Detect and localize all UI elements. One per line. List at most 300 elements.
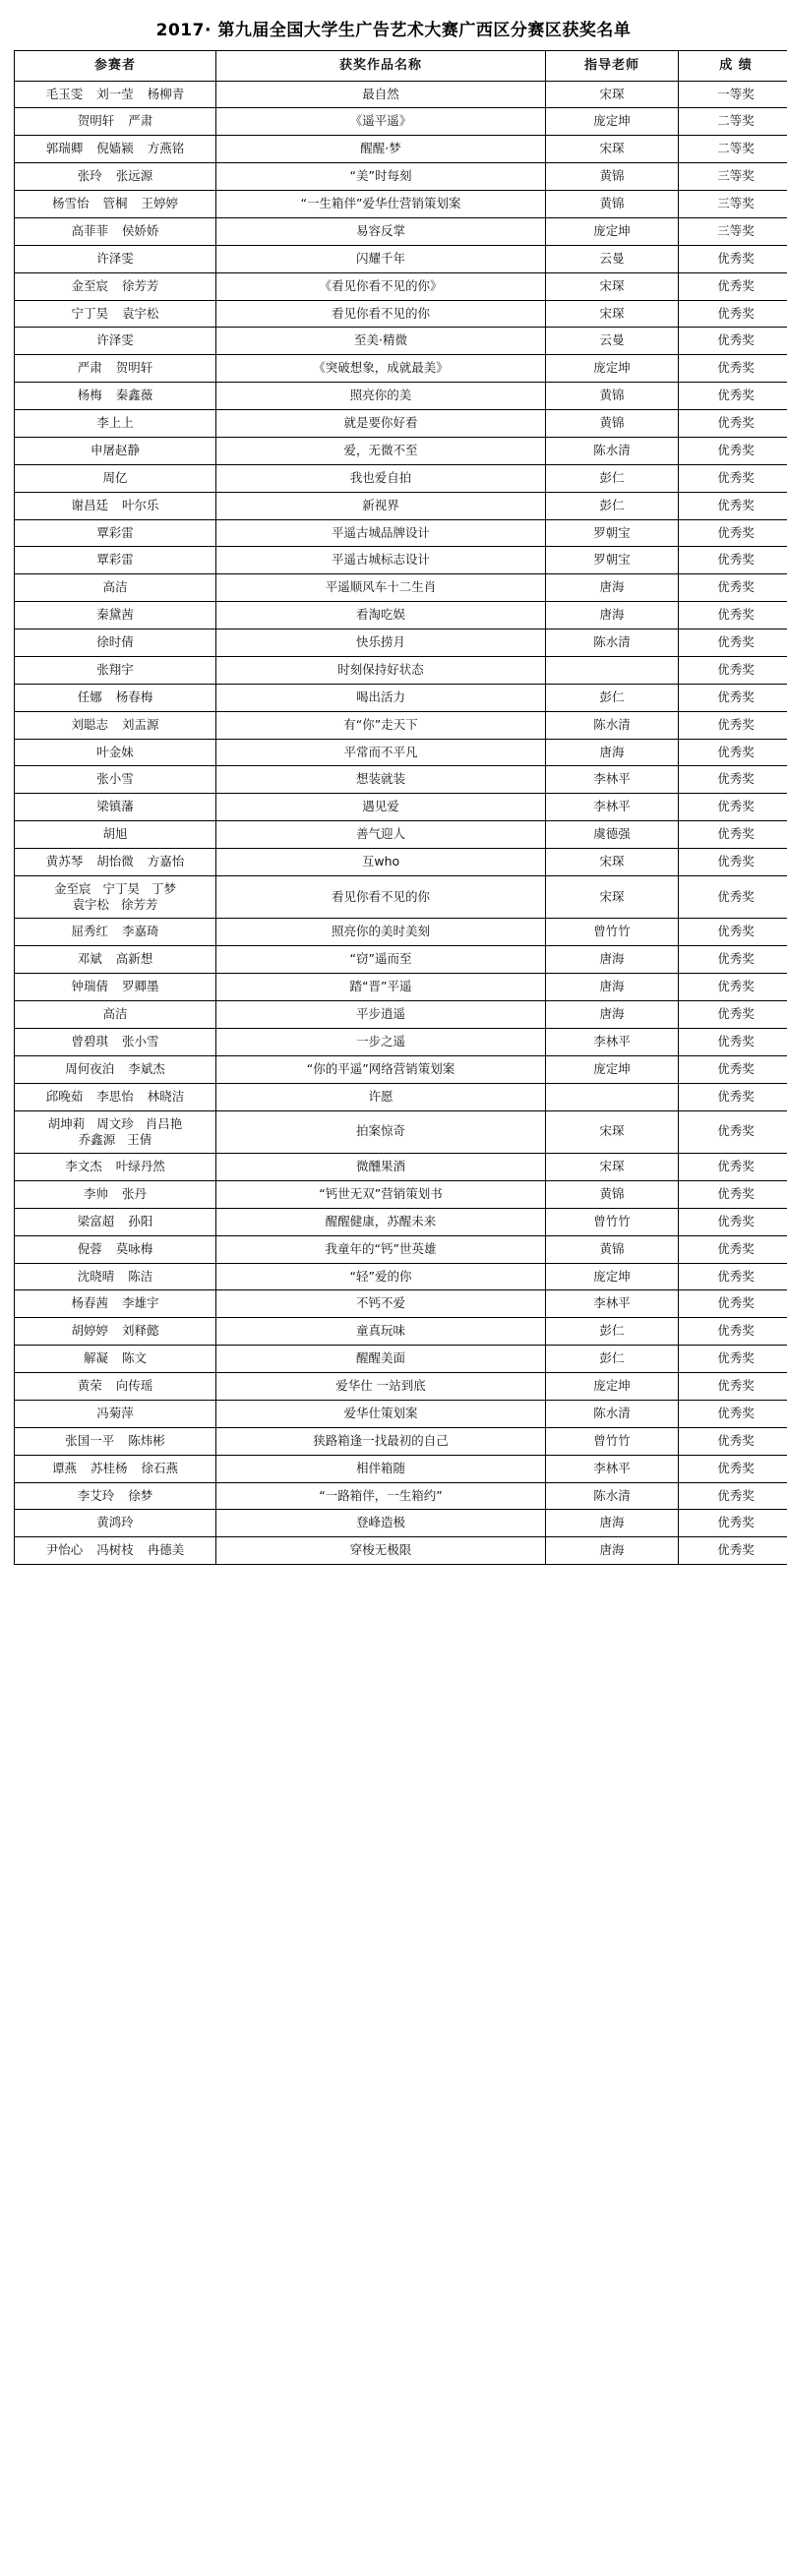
cell-teacher: 彭仁 (546, 1346, 679, 1373)
participant-name: 方燕铭 (147, 141, 185, 156)
participant-name: 严肃 (77, 360, 102, 376)
cell-members (15, 1427, 216, 1455)
table-row (15, 794, 787, 821)
table-row (15, 656, 787, 684)
cell-members (15, 272, 216, 300)
cell-prize: 优秀奖 (679, 1455, 787, 1482)
participant-name: 张国一平 (65, 1432, 115, 1448)
award-list-table (14, 50, 787, 1565)
participant-name: 方嘉怡 (147, 854, 185, 869)
participant-name: 侯娇娇 (122, 222, 159, 238)
table-row (15, 1235, 787, 1263)
participant-name: 胡旭 (102, 826, 128, 842)
table-row (15, 437, 787, 464)
cell-teacher: 云曼 (546, 328, 679, 355)
cell-members (15, 1028, 216, 1055)
cell-prize: 优秀奖 (679, 1263, 787, 1290)
cell-members (15, 794, 216, 821)
cell-work-title: “一路箱伴，一生箱约” (216, 1482, 546, 1510)
participant-name: 王倩 (127, 1131, 152, 1147)
cell-members (15, 1055, 216, 1083)
table-row (15, 1180, 787, 1208)
table-row (15, 492, 787, 519)
cell-work-title: 喝出活力 (216, 684, 546, 711)
participant-name: 梁富超 (77, 1213, 115, 1228)
participant-name: 倪蓉 (77, 1240, 102, 1256)
cell-teacher: 彭仁 (546, 1318, 679, 1346)
cell-work-title: “一生箱伴”爱华仕营销策划案 (216, 191, 546, 218)
cell-teacher: 陈水清 (546, 437, 679, 464)
participant-name: 沈晓晴 (77, 1268, 115, 1284)
cell-prize: 优秀奖 (679, 919, 787, 946)
participant-name: 杨春梅 (115, 689, 153, 704)
participant-name: 杨春茜 (71, 1295, 108, 1311)
cell-teacher: 李林平 (546, 1455, 679, 1482)
participant-name: 贺明轩 (77, 113, 115, 129)
table-row (15, 974, 787, 1001)
cell-teacher: 曾竹竹 (546, 1208, 679, 1235)
participant-name: 杨柳青 (147, 86, 185, 101)
cell-teacher: 李林平 (546, 766, 679, 794)
cell-work-title: 最自然 (216, 81, 546, 108)
participant-name: 陈洁 (128, 1268, 153, 1284)
cell-members (15, 1318, 216, 1346)
participant-name: 李艾玲 (77, 1487, 115, 1503)
cell-prize: 优秀奖 (679, 711, 787, 739)
participant-name: 袁宇松 (122, 305, 159, 321)
cell-teacher: 黄锦 (546, 1180, 679, 1208)
participant-name: 黄苏琴 (45, 854, 84, 869)
participant-name: 乔鑫源 (78, 1131, 116, 1147)
members-line (42, 1116, 189, 1132)
cell-work-title: 不钙不爱 (216, 1290, 546, 1318)
participant-name: 徐芳芳 (121, 897, 158, 913)
cell-members (15, 136, 216, 163)
cell-teacher: 罗朝宝 (546, 519, 679, 547)
cell-work-title: 新视界 (216, 492, 546, 519)
cell-prize: 优秀奖 (679, 1083, 787, 1110)
participant-name: 李帅 (83, 1185, 108, 1201)
cell-prize: 优秀奖 (679, 1537, 787, 1565)
cell-members (15, 1400, 216, 1427)
cell-work-title: 照亮你的美时美刻 (216, 919, 546, 946)
cell-members (15, 1346, 216, 1373)
cell-teacher (546, 656, 679, 684)
participant-name: 徐石燕 (141, 1460, 179, 1475)
cell-teacher: 陈水清 (546, 629, 679, 657)
cell-work-title: 平遥古城标志设计 (216, 547, 546, 574)
cell-members (15, 492, 216, 519)
members-line (73, 1132, 158, 1148)
cell-prize: 一等奖 (679, 81, 787, 108)
cell-work-title: 《遥平遥》 (216, 108, 546, 136)
cell-prize: 二等奖 (679, 108, 787, 136)
cell-prize: 优秀奖 (679, 410, 787, 438)
cell-work-title: 闪耀千年 (216, 245, 546, 272)
cell-work-title: “美”时每刻 (216, 163, 546, 191)
cell-teacher: 庞定坤 (546, 1055, 679, 1083)
cell-work-title: “轻”爱的你 (216, 1263, 546, 1290)
cell-work-title: 易容反掌 (216, 217, 546, 245)
table-row (15, 602, 787, 629)
table-row (15, 711, 787, 739)
cell-prize: 优秀奖 (679, 1235, 787, 1263)
cell-prize: 优秀奖 (679, 245, 787, 272)
participant-name: 李雄宇 (122, 1295, 159, 1311)
participant-name: 肖吕艳 (145, 1115, 183, 1131)
table-row (15, 163, 787, 191)
table-row (15, 1373, 787, 1401)
cell-work-title: 平常而不平凡 (216, 739, 546, 766)
cell-teacher: 宋琛 (546, 300, 679, 328)
participant-name: 张翔宇 (96, 661, 134, 677)
participant-name: 李嘉琦 (122, 924, 159, 939)
participant-name: 叶尔乐 (122, 497, 159, 512)
cell-teacher: 黄锦 (546, 1235, 679, 1263)
table-row (15, 1110, 787, 1154)
cell-prize: 优秀奖 (679, 1208, 787, 1235)
cell-work-title: 时刻保持好状态 (216, 656, 546, 684)
cell-work-title: 相伴箱随 (216, 1455, 546, 1482)
cell-work-title: “钙世无双”营销策划书 (216, 1180, 546, 1208)
members-line (48, 881, 182, 897)
participant-name: 徐芳芳 (122, 277, 159, 293)
participant-name: 黄荣 (77, 1378, 102, 1394)
table-row (15, 217, 787, 245)
cell-teacher: 李林平 (546, 1290, 679, 1318)
participant-name: 张小雪 (96, 771, 134, 787)
participant-name: 覃彩雷 (96, 552, 134, 568)
cell-teacher: 黄锦 (546, 410, 679, 438)
cell-members (15, 602, 216, 629)
cell-prize: 优秀奖 (679, 383, 787, 410)
participant-name: 严肃 (128, 113, 153, 129)
cell-work-title: “窃”遥而至 (216, 946, 546, 974)
participant-name: 丁梦 (151, 880, 177, 896)
table-body (15, 81, 787, 1565)
table-row (15, 383, 787, 410)
cell-work-title: 一步之遥 (216, 1028, 546, 1055)
cell-prize: 优秀奖 (679, 602, 787, 629)
cell-teacher: 唐海 (546, 974, 679, 1001)
cell-teacher: 云曼 (546, 245, 679, 272)
cell-prize: 优秀奖 (679, 1346, 787, 1373)
cell-prize: 三等奖 (679, 163, 787, 191)
cell-prize: 优秀奖 (679, 300, 787, 328)
cell-members (15, 108, 216, 136)
table-row (15, 272, 787, 300)
cell-teacher: 陈水清 (546, 1400, 679, 1427)
table-row (15, 574, 787, 602)
table-row (15, 1001, 787, 1029)
table-header (15, 51, 787, 82)
cell-work-title: 踏“晋”平遥 (216, 974, 546, 1001)
participant-name: 刘聪志 (71, 716, 108, 732)
cell-members (15, 656, 216, 684)
participant-name: 冉德美 (147, 1542, 185, 1558)
cell-work-title: 照亮你的美 (216, 383, 546, 410)
participant-name: 毛玉雯 (45, 86, 84, 101)
participant-name: 刘释懿 (122, 1323, 159, 1339)
cell-members (15, 766, 216, 794)
participant-name: 王婷婷 (141, 196, 179, 211)
cell-members (15, 547, 216, 574)
cell-members (15, 410, 216, 438)
table-row (15, 245, 787, 272)
participant-name: 邱晚茹 (45, 1088, 84, 1104)
participant-name: 杨雪怡 (51, 196, 90, 211)
table-row (15, 1055, 787, 1083)
participant-name: 罗卿墨 (122, 979, 159, 994)
cell-prize: 二等奖 (679, 136, 787, 163)
cell-prize: 优秀奖 (679, 492, 787, 519)
column-header-prize: 成 绩 (679, 51, 787, 82)
cell-prize: 优秀奖 (679, 656, 787, 684)
table-row (15, 821, 787, 849)
cell-members (15, 191, 216, 218)
participant-name: 向传瑶 (115, 1378, 153, 1394)
participant-name: 李斌杰 (128, 1060, 165, 1076)
participant-name: 李上上 (96, 415, 134, 431)
cell-prize: 优秀奖 (679, 974, 787, 1001)
cell-members (15, 328, 216, 355)
cell-work-title: 爱华仕策划案 (216, 1400, 546, 1427)
cell-work-title: 平遥古城品牌设计 (216, 519, 546, 547)
cell-work-title: 想装就装 (216, 766, 546, 794)
cell-prize: 优秀奖 (679, 875, 787, 919)
cell-teacher: 唐海 (546, 946, 679, 974)
cell-prize: 三等奖 (679, 217, 787, 245)
participant-name: 冯菊萍 (96, 1405, 134, 1420)
cell-work-title: 平步逍遥 (216, 1001, 546, 1029)
cell-members (15, 1154, 216, 1181)
cell-work-title: 《看见你看不见的你》 (216, 272, 546, 300)
cell-work-title: 微醺果酒 (216, 1154, 546, 1181)
cell-teacher: 宋琛 (546, 875, 679, 919)
participant-name: 莫咏梅 (115, 1240, 153, 1256)
participant-name: 尹怡心 (45, 1542, 84, 1558)
table-row (15, 136, 787, 163)
participant-name: 倪嫱颍 (96, 141, 134, 156)
table-row (15, 519, 787, 547)
participant-name: 高洁 (102, 1006, 128, 1022)
cell-teacher: 唐海 (546, 1001, 679, 1029)
cell-members (15, 1290, 216, 1318)
members-line (66, 897, 163, 913)
cell-members (15, 974, 216, 1001)
table-row (15, 300, 787, 328)
participant-name: 胡婷婷 (71, 1323, 108, 1339)
cell-prize: 优秀奖 (679, 821, 787, 849)
cell-teacher: 黄锦 (546, 191, 679, 218)
cell-teacher: 陈水清 (546, 711, 679, 739)
cell-prize: 优秀奖 (679, 328, 787, 355)
table-row (15, 1028, 787, 1055)
participant-name: 张丹 (122, 1185, 148, 1201)
cell-members (15, 821, 216, 849)
cell-prize: 优秀奖 (679, 1510, 787, 1537)
cell-teacher: 李林平 (546, 794, 679, 821)
cell-prize: 优秀奖 (679, 272, 787, 300)
participant-name: 周何夜泊 (65, 1060, 115, 1076)
cell-prize: 优秀奖 (679, 1028, 787, 1055)
cell-prize: 优秀奖 (679, 1373, 787, 1401)
participant-name: 申屠赵静 (90, 442, 140, 457)
participant-name: 管桐 (102, 196, 128, 211)
cell-teacher: 唐海 (546, 1510, 679, 1537)
cell-work-title: 我也爱自拍 (216, 464, 546, 492)
cell-prize: 优秀奖 (679, 849, 787, 876)
cell-work-title: 互who (216, 849, 546, 876)
cell-teacher: 曾竹竹 (546, 919, 679, 946)
cell-members (15, 849, 216, 876)
cell-teacher: 唐海 (546, 1537, 679, 1565)
cell-prize: 优秀奖 (679, 355, 787, 383)
participant-name: 胡怡微 (96, 854, 134, 869)
table-row (15, 739, 787, 766)
participant-name: 林晓洁 (147, 1088, 185, 1104)
cell-members (15, 1235, 216, 1263)
cell-work-title: 童真玩味 (216, 1318, 546, 1346)
cell-members (15, 1001, 216, 1029)
participant-name: 袁宇松 (72, 897, 109, 913)
cell-members (15, 464, 216, 492)
participant-name: 许泽雯 (96, 332, 134, 348)
cell-teacher: 宋琛 (546, 272, 679, 300)
cell-prize: 优秀奖 (679, 794, 787, 821)
cell-teacher: 庞定坤 (546, 217, 679, 245)
cell-teacher: 唐海 (546, 739, 679, 766)
cell-work-title: 快乐捞月 (216, 629, 546, 657)
cell-work-title: 看见你看不见的你 (216, 300, 546, 328)
table-row (15, 108, 787, 136)
cell-prize: 优秀奖 (679, 1180, 787, 1208)
cell-prize: 优秀奖 (679, 1290, 787, 1318)
participant-name: 秦鑫薇 (115, 388, 153, 403)
cell-prize: 优秀奖 (679, 1318, 787, 1346)
participant-name: 高洁 (102, 579, 128, 595)
cell-prize: 优秀奖 (679, 1001, 787, 1029)
cell-members (15, 1110, 216, 1154)
table-row (15, 684, 787, 711)
participant-name: 谢昌廷 (71, 497, 108, 512)
table-row (15, 410, 787, 438)
cell-members (15, 739, 216, 766)
participant-name: 叶金妹 (96, 744, 134, 759)
participant-name: 李文杰 (65, 1159, 102, 1174)
cell-prize: 优秀奖 (679, 1482, 787, 1510)
cell-members (15, 1455, 216, 1482)
cell-work-title: 醒醒健康，苏醒未来 (216, 1208, 546, 1235)
cell-members (15, 383, 216, 410)
participant-name: 任娜 (77, 689, 102, 704)
cell-work-title: 拍案惊奇 (216, 1110, 546, 1154)
cell-teacher: 庞定坤 (546, 1263, 679, 1290)
table-row (15, 919, 787, 946)
cell-prize: 优秀奖 (679, 766, 787, 794)
cell-work-title: 登峰造极 (216, 1510, 546, 1537)
participant-name: 秦黛茜 (96, 607, 134, 623)
cell-teacher (546, 1083, 679, 1110)
cell-members (15, 217, 216, 245)
cell-prize: 优秀奖 (679, 1110, 787, 1154)
table-row (15, 547, 787, 574)
cell-work-title: 看淘吃娱 (216, 602, 546, 629)
participant-name: 钟瑞倩 (71, 979, 108, 994)
cell-members (15, 355, 216, 383)
cell-members (15, 1482, 216, 1510)
cell-prize: 优秀奖 (679, 547, 787, 574)
cell-work-title: 爱华仕 一站到底 (216, 1373, 546, 1401)
participant-name: 张小雪 (122, 1033, 159, 1048)
participant-name: 周文珍 (96, 1115, 134, 1131)
cell-teacher: 陈水清 (546, 1482, 679, 1510)
table-row (15, 1537, 787, 1565)
cell-work-title: 我童年的“钙”世英雄 (216, 1235, 546, 1263)
cell-prize: 优秀奖 (679, 437, 787, 464)
cell-teacher: 宋琛 (546, 81, 679, 108)
participant-name: 贺明轩 (115, 360, 153, 376)
table-row (15, 1318, 787, 1346)
table-row (15, 81, 787, 108)
table-row (15, 849, 787, 876)
cell-prize: 优秀奖 (679, 739, 787, 766)
cell-work-title: 就是要你好看 (216, 410, 546, 438)
cell-prize: 优秀奖 (679, 464, 787, 492)
participant-name: 李思怡 (96, 1088, 134, 1104)
cell-members (15, 946, 216, 974)
cell-prize: 优秀奖 (679, 1427, 787, 1455)
page-title: 2017· 第九届全国大学生广告艺术大赛广西区分赛区获奖名单 (155, 21, 632, 40)
participant-name: 高菲菲 (71, 222, 108, 238)
table-header-row (15, 51, 787, 82)
cell-work-title: 至美·精微 (216, 328, 546, 355)
cell-teacher: 罗朝宝 (546, 547, 679, 574)
cell-prize: 优秀奖 (679, 946, 787, 974)
cell-members (15, 81, 216, 108)
table-row (15, 1083, 787, 1110)
cell-members (15, 519, 216, 547)
cell-work-title: 有“你”走天下 (216, 711, 546, 739)
participant-name: 杨梅 (77, 388, 102, 403)
cell-prize: 优秀奖 (679, 1400, 787, 1427)
participant-name: 解凝 (83, 1350, 108, 1366)
cell-teacher: 黄锦 (546, 163, 679, 191)
cell-work-title: 醒醒·梦 (216, 136, 546, 163)
participant-name: 谭燕 (51, 1460, 77, 1475)
table-row (15, 1400, 787, 1427)
table-row (15, 1427, 787, 1455)
participant-name: 陈炜彬 (128, 1432, 165, 1448)
participant-name: 金至宸 (71, 277, 108, 293)
cell-work-title: 醒醒美面 (216, 1346, 546, 1373)
participant-name: 梁镇藩 (96, 799, 134, 814)
cell-teacher: 黄锦 (546, 383, 679, 410)
participant-name: 许泽雯 (96, 250, 134, 266)
cell-teacher: 宋琛 (546, 1154, 679, 1181)
participant-name: 曾碧琪 (71, 1033, 108, 1048)
participant-name: 邓斌 (77, 951, 102, 967)
cell-members (15, 1180, 216, 1208)
cell-prize: 优秀奖 (679, 519, 787, 547)
cell-teacher: 宋琛 (546, 849, 679, 876)
participant-name: 屈秀红 (71, 924, 108, 939)
cell-prize: 优秀奖 (679, 629, 787, 657)
participant-name: 金至宸 (53, 880, 91, 896)
table-row (15, 355, 787, 383)
cell-work-title: 遇见爱 (216, 794, 546, 821)
cell-work-title: “你的平遥”网络营销策划案 (216, 1055, 546, 1083)
